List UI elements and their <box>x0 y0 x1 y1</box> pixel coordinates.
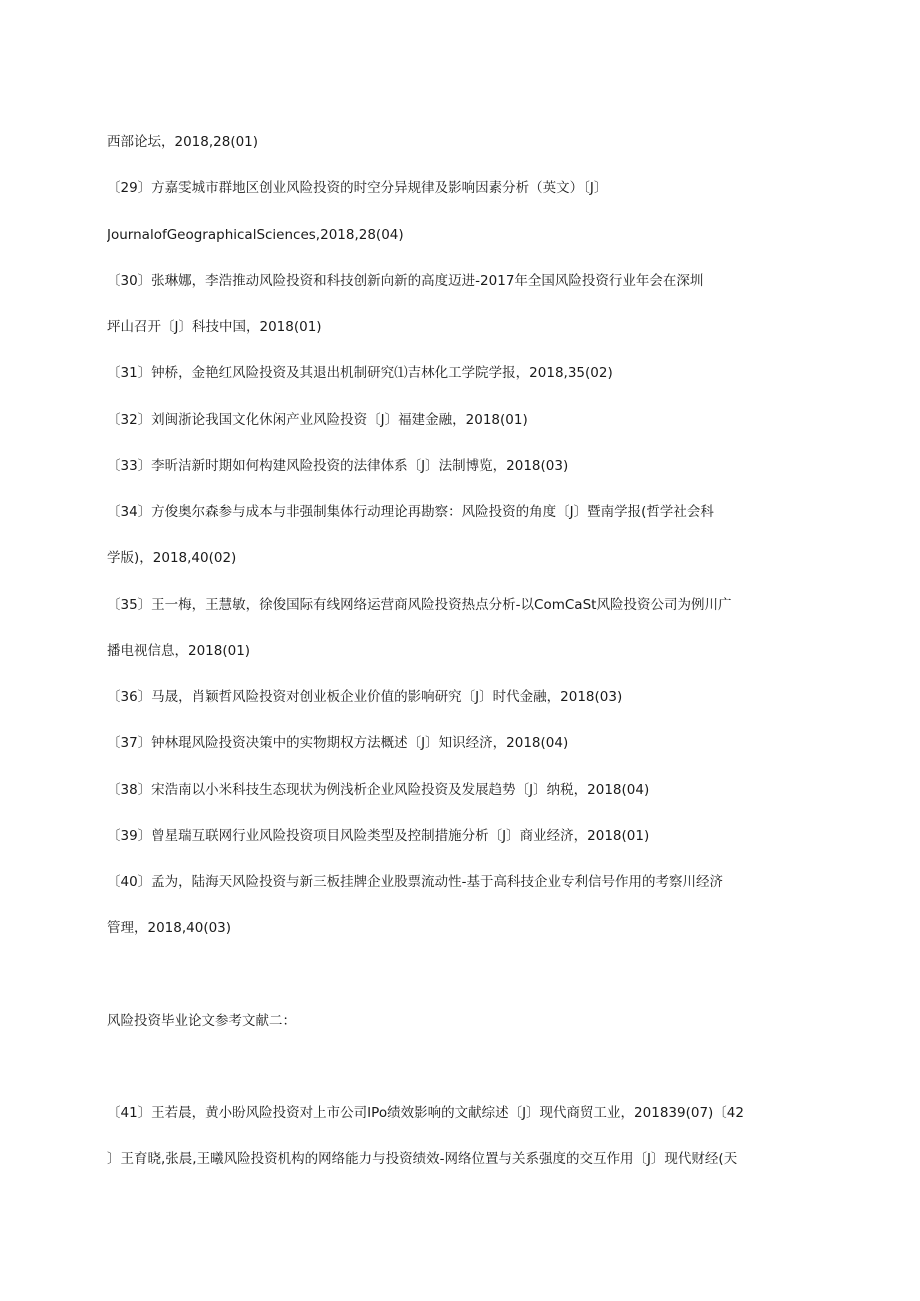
reference-30-line-1: 〔30〕张琳娜，李浩推动风险投资和科技创新向新的高度迈进-2017年全国风险投资行业年会在深圳 <box>107 273 704 289</box>
reference-38: 〔38〕宋浩南以小米科技生态现状为例浅析企业风险投资及发展趋势〔J〕纳税，2018(04) <box>107 782 650 798</box>
reference-36: 〔36〕马晟，肖颖哲风险投资对创业板企业价值的影响研究〔J〕时代金融，2018(03) <box>107 689 623 705</box>
reference-40-line-2: 管理，2018,40(03) <box>107 920 232 936</box>
reference-35-line-1: 〔35〕王一梅，王慧敏，徐俊国际有线网络运营商风险投资热点分析-以ComCaSt风险投资公司为例川广 <box>107 597 732 613</box>
reference-42-line-2: 〕王育晓,张晨,王曦风险投资机构的网络能力与投资绩效-网络位置与关系强度的交互作用〔J〕现代财经(天 <box>107 1151 738 1167</box>
reference-30-line-2: 坪山召开〔J〕科技中国，2018(01) <box>107 319 322 335</box>
reference-37: 〔37〕钟林琨风险投资决策中的实物期权方法概述〔J〕知识经济，2018(04) <box>107 735 569 751</box>
reference-32: 〔32〕刘闽浙论我国文化休闲产业风险投资〔J〕福建金融，2018(01) <box>107 412 528 428</box>
reference-34-line-1: 〔34〕方俊奥尔森参与成本与非强制集体行动理论再勘察：风险投资的角度〔J〕暨南学报(哲学社会科 <box>107 504 714 520</box>
reference-29-line-1: 〔29〕方嘉雯城市群地区创业风险投资的时空分异规律及影响因素分析（英文）〔J〕 <box>107 180 608 196</box>
reference-34-line-2: 学版)，2018,40(02) <box>107 550 237 566</box>
reference-33: 〔33〕李昕洁新时期如何构建风险投资的法律体系〔J〕法制博览，2018(03) <box>107 458 569 474</box>
reference-40-line-1: 〔40〕孟为，陆海天风险投资与新三板挂牌企业股票流动性-基于高科技企业专利信号作用的考察川经济 <box>107 874 724 890</box>
reference-29-line-2: JournalofGeographicalSciences,2018,28(04) <box>107 227 404 243</box>
reference-39: 〔39〕曾星瑞互联网行业风险投资项目风险类型及控制措施分析〔J〕商业经济，2018(01) <box>107 828 650 844</box>
section-heading: 风险投资毕业论文参考文献二： <box>107 1013 296 1029</box>
reference-line: 西部论坛，2018,28(01) <box>107 134 259 150</box>
reference-35-line-2: 播电视信息，2018(01) <box>107 643 251 659</box>
reference-41-line-1: 〔41〕王若晨，黄小盼风险投资对上市公司IPo绩效影响的文献综述〔J〕现代商贸工业，201839(07)〔42 <box>107 1105 744 1121</box>
reference-31: 〔31〕钟桥，金艳红风险投资及其退出机制研究⑴吉林化工学院学报，2018,35(02) <box>107 365 613 381</box>
